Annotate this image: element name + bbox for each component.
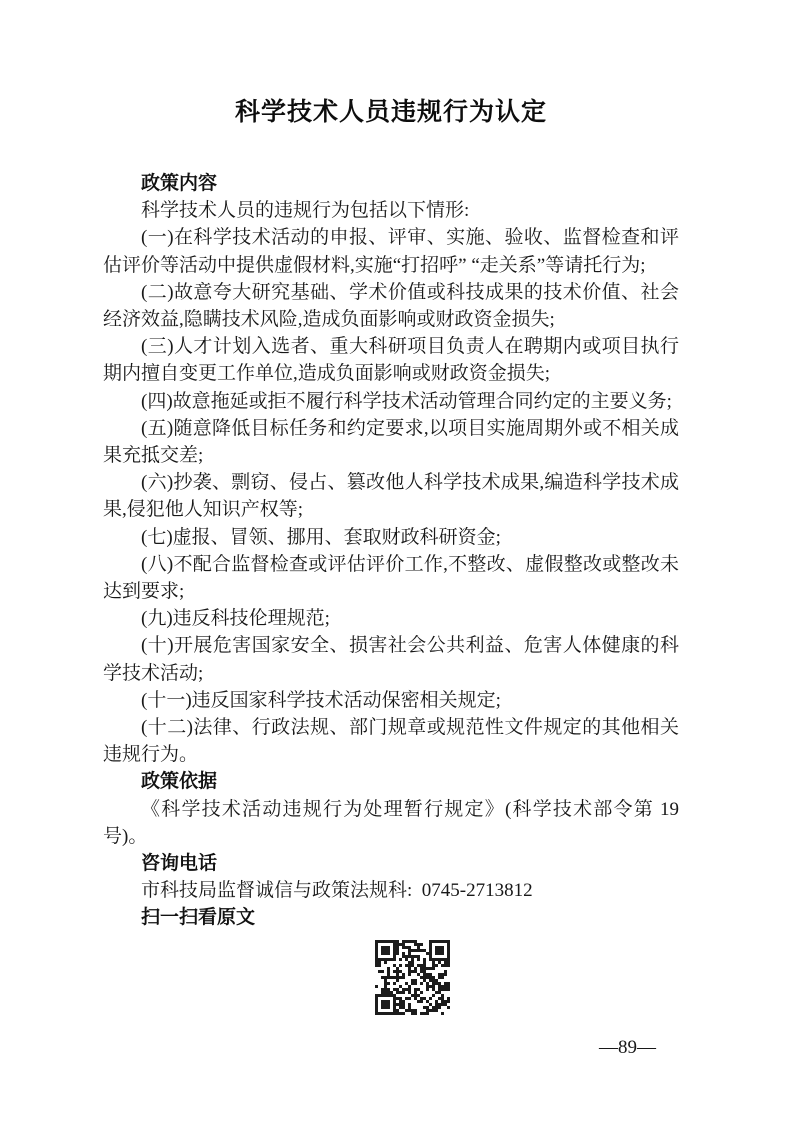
qr-code bbox=[375, 940, 450, 1015]
section-heading-consult-phone: 咨询电话 bbox=[141, 853, 218, 875]
policy-item-7: (七)虚报、冒领、挪用、套取财政科研资金; bbox=[141, 526, 501, 548]
policy-item-2: (二)故意夸大研究基础、学术价值或科技成果的技术价值、社会经济效益,隐瞒技术风险,造成负面影响或财政资金损失; bbox=[103, 281, 679, 331]
policy-item-8: (八)不配合监督检查或评估评价工作,不整改、虚假整改或整改未达到要求; bbox=[103, 553, 679, 603]
policy-item-1: (一)在科学技术活动的申报、评审、实施、验收、监督检查和评估评价等活动中提供虚假材料,实施“打招呼” “走关系”等请托行为; bbox=[103, 227, 679, 276]
policy-item-10: (十)开展危害国家安全、损害社会公共利益、危害人体健康的科学技术活动; bbox=[103, 635, 679, 684]
page-title: 科学技术人员违规行为认定 bbox=[234, 99, 547, 126]
policy-intro: 科学技术人员的违规行为包括以下情形: bbox=[141, 200, 470, 222]
section-policy-content bbox=[103, 170, 679, 768]
section-heading-policy-content: 政策内容 bbox=[141, 173, 218, 194]
policy-item-3: (三)人才计划入选者、重大科研项目负责人在聘期内或项目执行期内擅自变更工作单位,造成负面影响或财政资金损失; bbox=[103, 336, 679, 385]
section-heading-policy-basis: 政策依据 bbox=[141, 771, 218, 793]
policy-item-12: (十二)法律、行政法规、部门规章或规范性文件规定的其他相关违规行为。 bbox=[103, 717, 679, 766]
page-number: —89— bbox=[599, 1037, 656, 1058]
policy-basis-text: 《科学技术活动违规行为处理暂行规定》(科学技术部令第 19 号)。 bbox=[103, 798, 684, 847]
section-policy-basis bbox=[103, 768, 684, 850]
policy-item-4: (四)故意拖延或拒不履行科学技术活动管理合同约定的主要义务; bbox=[141, 390, 672, 412]
section-heading-scan-original: 扫一扫看原文 bbox=[141, 907, 256, 929]
policy-item-11: (十一)违反国家科学技术活动保密相关规定; bbox=[141, 689, 501, 711]
document-content bbox=[103, 94, 684, 1015]
policy-item-5: (五)随意降低目标任务和约定要求,以项目实施周期外或不相关成果充抵交差; bbox=[103, 417, 679, 467]
policy-item-9: (九)违反科技伦理规范; bbox=[141, 608, 330, 630]
policy-item-6: (六)抄袭、剽窃、侵占、篡改他人科学技术成果,编造科学技术成果,侵犯他人知识产权等; bbox=[103, 472, 679, 521]
section-consult-phone bbox=[103, 850, 679, 904]
section-scan-original bbox=[103, 904, 679, 1014]
consult-phone-text: 市科技局监督诚信与政策法规科: 0745-2713812 bbox=[141, 880, 533, 902]
